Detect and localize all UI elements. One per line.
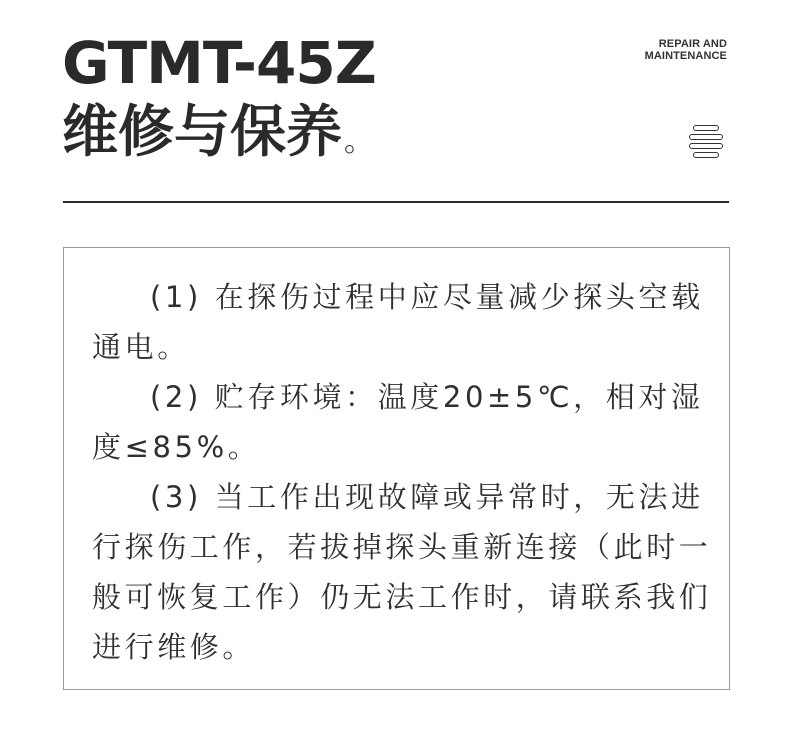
title-period: 。 bbox=[344, 124, 374, 159]
menu-icon-bar bbox=[689, 143, 723, 149]
menu-icon bbox=[689, 125, 723, 159]
page-title-text: 维修与保养 bbox=[62, 100, 342, 165]
section-english-tag bbox=[645, 38, 727, 62]
section-english-tag-line2: MAINTENANCE bbox=[644, 50, 727, 62]
maintenance-item-2: (2) 贮存环境：温度20±5℃，相对湿度≤85%。 bbox=[92, 380, 704, 464]
maintenance-item-3: (3) 当工作出现故障或异常时，无法进行探伤工作，若拔掉探头重新连接（此时一般可恢复工作）仍无法工作时，请联系我们进行维修。 bbox=[92, 480, 712, 664]
maintenance-content-box bbox=[63, 247, 730, 690]
menu-icon-bar bbox=[693, 125, 719, 131]
product-model-title: GTMT-45Z bbox=[62, 29, 376, 97]
section-english-tag-line1: REPAIR AND bbox=[658, 38, 727, 50]
menu-icon-bar bbox=[689, 134, 723, 140]
header-divider bbox=[63, 201, 729, 203]
menu-icon-bar bbox=[693, 152, 719, 158]
maintenance-text bbox=[92, 272, 712, 672]
page-title bbox=[62, 100, 374, 175]
maintenance-item-1: (1) 在探伤过程中应尽量减少探头空载通电。 bbox=[92, 280, 704, 364]
